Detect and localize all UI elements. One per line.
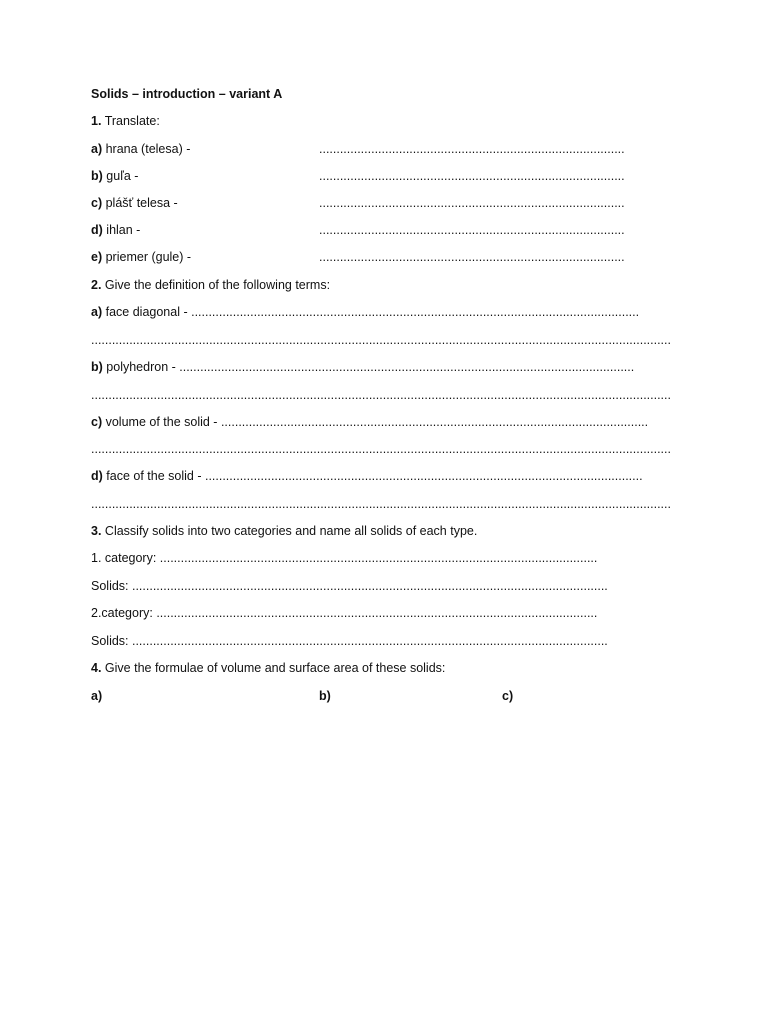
- q4-label-a: a): [91, 689, 103, 703]
- q3-solids-2-line[interactable]: Solids: .........................................................................................................................................: [91, 634, 608, 648]
- q1-item-d: d) ihlan -: [91, 223, 141, 237]
- q1-answer-line-a[interactable]: ........................................................................................: [319, 142, 625, 156]
- q3-heading: 3. Classify solids into two categories and name all solids of each type.: [91, 524, 478, 538]
- q2-item-c[interactable]: c) volume of the solid - ...........................................................................................................................: [91, 415, 649, 429]
- q1-answer-line-e[interactable]: ........................................................................................: [319, 250, 625, 264]
- q1-item-a: a) hrana (telesa) -: [91, 142, 191, 156]
- q1-answer-line-c[interactable]: ........................................................................................: [319, 196, 625, 210]
- q1-heading: 1. Translate:: [91, 114, 160, 128]
- q2-item-c-line2[interactable]: .......................................................................................................................................................................: [91, 442, 671, 456]
- q1-item-b: b) guľa -: [91, 169, 139, 183]
- q3-category-1-line[interactable]: 1. category: ..............................................................................................................................: [91, 551, 598, 565]
- q2-item-a[interactable]: a) face diagonal - .................................................................................................................................: [91, 305, 640, 319]
- q2-item-d-line2[interactable]: .......................................................................................................................................................................: [91, 497, 671, 511]
- q2-item-d[interactable]: d) face of the solid - ..............................................................................................................................: [91, 469, 643, 483]
- q3-category-2-line[interactable]: 2.category: ...............................................................................................................................: [91, 606, 598, 620]
- q4-label-c: c): [502, 689, 514, 703]
- q1-item-c: c) plášť telesa -: [91, 196, 178, 210]
- q1-answer-line-d[interactable]: ........................................................................................: [319, 223, 625, 237]
- q2-item-b-line2[interactable]: .......................................................................................................................................................................: [91, 388, 671, 402]
- q2-heading: 2. Give the definition of the following terms:: [91, 278, 331, 292]
- q4-label-b: b): [319, 689, 331, 703]
- q2-item-a-line2[interactable]: .......................................................................................................................................................................: [91, 333, 671, 347]
- q3-solids-1-line[interactable]: Solids: .........................................................................................................................................: [91, 579, 608, 593]
- q4-heading: 4. Give the formulae of volume and surface area of these solids:: [91, 661, 446, 675]
- q1-item-e: e) priemer (gule) -: [91, 250, 192, 264]
- q2-item-b[interactable]: b) polyhedron - ...................................................................................................................................: [91, 360, 635, 374]
- worksheet-title: Solids – introduction – variant A: [91, 87, 283, 101]
- q1-answer-line-b[interactable]: ........................................................................................: [319, 169, 625, 183]
